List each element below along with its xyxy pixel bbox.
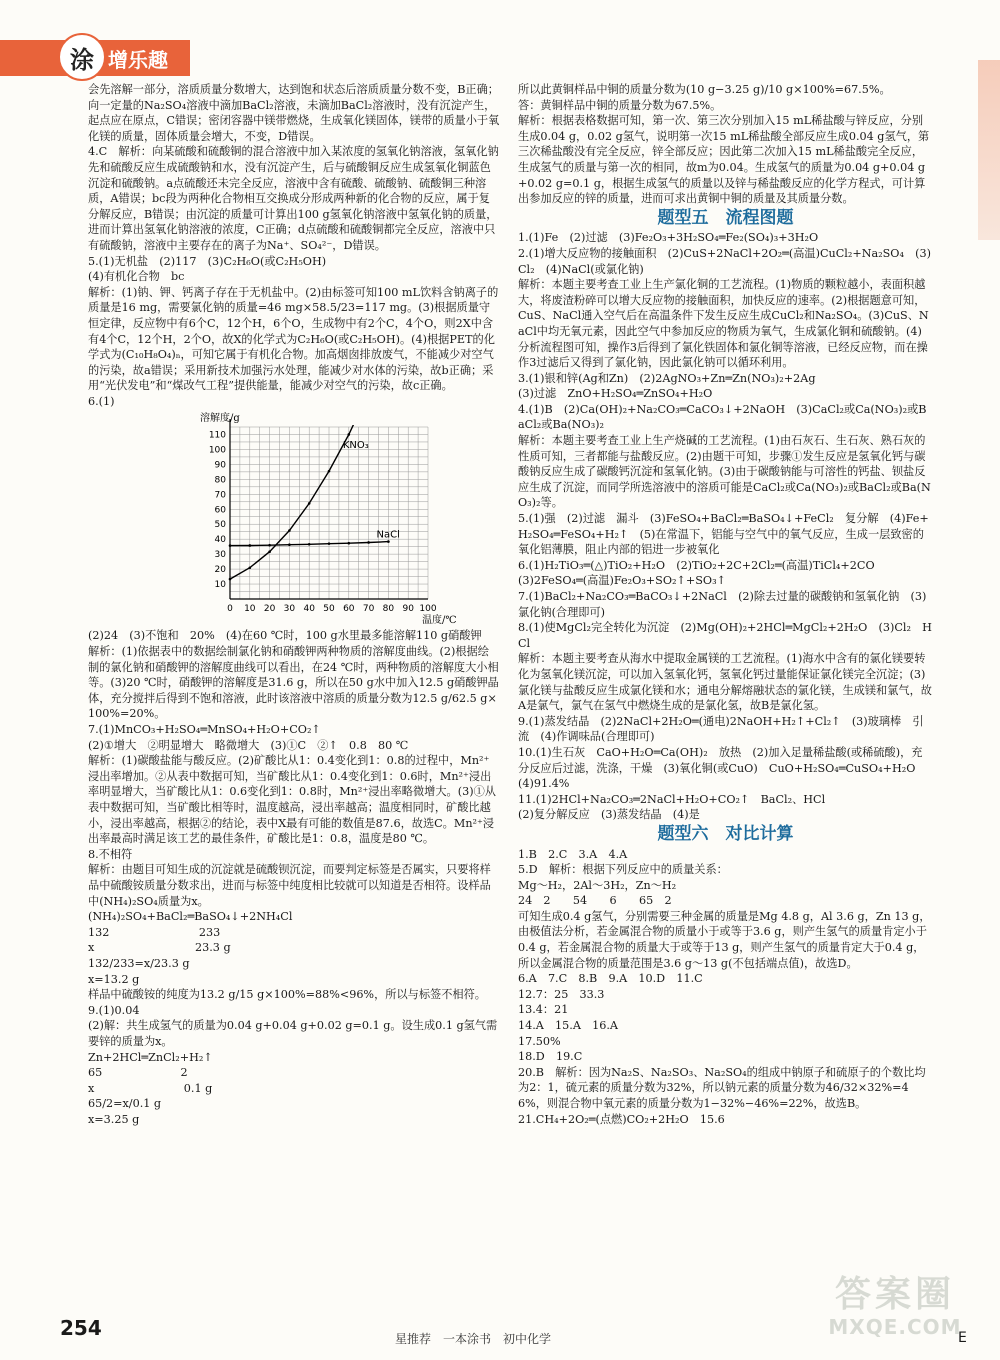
answer-paragraph: 5.(1)强 (2)过滤 漏斗 (3)FeSO₄+BaCl₂═BaSO₄↓+FeCl₂ 复分解 (4)Fe+H₂SO₄═FeSO₄+H₂↑ (5)在常温下，铝能与空气中的氧气反应，生成一层致密的氧化铝薄膜，阻止内部的铝进一步被氧化 <box>518 512 929 557</box>
logo-char: 涂 <box>70 45 94 74</box>
watermark-line1: 答案圈 <box>834 1274 955 1315</box>
x-tick-label: 10 <box>244 604 256 615</box>
data-point <box>268 551 271 554</box>
watermark-line2: MXQE.COM <box>828 1315 962 1339</box>
answer-paragraph: 所以此黄铜样品中铜的质量分数为(10 g−3.25 g)/10 g×100%=67.5%。 <box>518 83 891 96</box>
section-heading: 题型六 对比计算 <box>657 823 794 844</box>
x-tick-label: 90 <box>402 604 414 615</box>
answer-paragraph: 9.(1)蒸发结晶 (2)2NaCl+2H₂O═(通电)2NaOH+H₂↑+Cl₂↑ (3)玻璃棒 引流 (4)作调味品(合理即可) <box>518 714 924 744</box>
data-point <box>308 543 311 546</box>
y-tick-label: 100 <box>208 445 226 456</box>
y-tick-label: 70 <box>214 490 226 501</box>
answer-paragraph: 解析：(1)碳酸盐能与酸反应。(2)矿酸比从1：0.4变化到1：0.8的过程中，Mn²⁺浸出率增加。②从表中数据可知，当矿酸比从1：0.4变化到1：0.6时，Mn²⁺浸出率明显增大，当矿酸比从1：0.6变化到1：0.8时，Mn²⁺浸出率略微增大。(3)①从表中数据可知，当矿酸比相等时，温度越高，浸出率越高；温度相同时，矿酸比越小，浸出率越高，根据②的结论，表中X最有可能的数值是87.6，故选C。Mn²⁺浸出率最高时满足该工艺的最佳条件，矿酸比是1：0.8，温度是80 ℃。 <box>88 754 496 846</box>
x-tick-label: 40 <box>303 604 315 615</box>
data-point <box>249 545 252 548</box>
left-column <box>88 82 500 1127</box>
data-point <box>328 470 331 473</box>
answer-paragraph: (2)24 (3)不饱和 20% (4)在60 ℃时，100 g水里最多能溶解110 g硝酸钾 <box>88 629 482 643</box>
answer-paragraph: 解析：由题目可知生成的沉淀就是硫酸钡沉淀，而要判定标签是否属实，只要将样品中硫酸铵质量分数求出，进而与标签中纯度相比较就可以知道是否相符。设样品中(NH₄)₂SO₄质量为x。 (NH₄)₂SO₄+BaCl₂═BaSO₄↓+2NH₄Cl 132 233 x 23.3 g 132/233=x/23.3 g x=13.2 g 样品中硫酸铵的纯度为13.2 g/15 g×100%=88%<96%，所以与标签不相符。 <box>88 863 491 1002</box>
answer-paragraph: 10.(1)生石灰 CaO+H₂O═Ca(OH)₂ 放热 (2)加入足量稀盐酸(或稀硫酸)，充分反应后过滤，洗涤，干燥 (3)氧化铜(或CuO) CuO+H₂SO₄═CuSO₄+H₂O (4)91.4% <box>518 745 927 791</box>
answer-paragraph: 4.C 解析：向某硫酸和硫酸铜的混合溶液中加入某浓度的氢氧化钠溶液，氢氧化钠先和硫酸反应生成硫酸钠和水，没有沉淀产生，后与硫酸铜反应生成氢氧化铜蓝色沉淀和硫酸钠。a点硫酸还未完全反应，溶液中含有硫酸、硫酸钠、硫酸铜三种溶质，A错误；bc段为两种化合物相互交换成分形成两种新的化合物的反应，属于复分解反应，B错误；由沉淀的质量可计算出100 g氢氧化钠溶液中氢氧化钠的质量，进而计算出氢氧化钠溶液的浓度，C正确；d点硫酸和硫酸铜都完全反应，溶液中只有硫酸钠，溶液中主要存在的离子为Na⁺、SO₄²⁻，D错误。 <box>88 145 499 252</box>
data-point <box>367 542 370 545</box>
answer-paragraph: 答：黄铜样品中铜的质量分数为67.5%。 <box>518 98 722 112</box>
answer-paragraph: 21.CH₄+2O₂═(点燃)CO₂+2H₂O 15.6 <box>518 1112 725 1126</box>
answer-paragraph: 4.(1)B (2)Ca(OH)₂+Na₂CO₃═CaCO₃↓+2NaOH (3)CaCl₂或Ca(NO₃)₂或BaCl₂或Ba(NO₃)₂ <box>518 402 927 432</box>
answer-paragraph: 20.B 解析：因为Na₂S、Na₂SO₃、Na₂SO₄的组成中钠原子和硫原子的个数比均为2：1，硫元素的质量分数为32%，所以钠元素的质量分数为46/32×32%=46%，则混合物中氧元素的质量分数为1−32%−46%=22%，故选B。 <box>518 1065 926 1110</box>
watermark <box>815 1275 975 1345</box>
x-tick-label: 0 <box>227 604 233 615</box>
answer-paragraph: 6.(1)H₂TiO₃═(△)TiO₂+H₂O (2)TiO₂+2C+2Cl₂═(高温)TiCl₄+2CO (3)2FeSO₄═(高温)Fe₂O₃+SO₂↑+SO₃↑ <box>518 558 875 588</box>
y-tick-label: 80 <box>214 475 226 486</box>
answer-paragraph: 解析：本题主要考查工业上生产氯化铜的工艺流程。(1)物质的颗粒越小，表面积越大，将废渣粉碎可以增大反应物的接触面积，加快反应的速率。(2)根据题意可知，CuS、NaCl通入空气后在高温条件下发生反应生成CuCl₂和Na₂SO₄。(3)CuS、NaCl中均无氧元素，因此空气中参加反应的物质为氧气，生成氯化铜和硫酸钠。(4)分析流程图可知，操作3后得到了氯化铁固体和氯化铜等溶液，已经反应物，而在操作3过滤后又得到了氯化钠，因此氯化钠可以循环利用。 <box>518 278 929 370</box>
answer-paragraph: 8.(1)使MgCl₂完全转化为沉淀 (2)Mg(OH)₂+2HCl═MgCl₂+2H₂O (3)Cl₂ HCl <box>518 621 932 650</box>
section-heading: 题型五 流程图题 <box>657 207 794 228</box>
y-tick-label: 30 <box>214 550 226 561</box>
x-tick-label: 50 <box>323 604 335 615</box>
answer-paragraph: 解析：本题主要考查工业上生产烧碱的工艺流程。(1)由石灰石、生石灰、熟石灰的性质可知，三者都能与盐酸反应。(2)由题干可知，步骤①发生反应是氢氧化钙与碳酸钠反应生成了碳酸钙沉淀和氢氧化钠。(3)由于碳酸钠能与可溶性的钙盐、钡盐反应生成了沉淀，而同学所选溶液中的溶质可能是CaCl₂或Ca(NO₃)₂或BaCl₂或Ba(NO₃)₂等。 <box>518 434 931 510</box>
solubility-chart <box>198 411 458 626</box>
answer-paragraph: 11.(1)2HCl+Na₂CO₃═2NaCl+H₂O+CO₂↑ BaCl₂、HCl (2)复分解反应 (3)蒸发结晶 (4)是 <box>518 792 826 822</box>
chart-svg <box>198 411 458 626</box>
page-edge-strip <box>978 60 1000 240</box>
x-tick-label: 100 <box>419 604 437 615</box>
answer-paragraph: 会先溶解一部分，溶质质量分数增大，达到饱和状态后溶质质量分数不变，B正确；向一定量的Na₂SO₄溶液中滴加BaCl₂溶液，未滴加BaCl₂溶液时，没有沉淀产生，起点应在原点，C错误；密闭容器中镁带燃烧，生成氧化镁固体，镁带的质量小于氧化镁的质量，固体质量会增大，不变，D错误。 <box>88 83 500 143</box>
y-tick-label: 90 <box>214 460 226 471</box>
answer-paragraph: 8.不相符 <box>88 847 133 861</box>
answer-paragraph: 9.(1)0.04 <box>88 1003 140 1017</box>
x-tick-label: 80 <box>382 604 395 615</box>
x-tick-label: 20 <box>263 604 276 615</box>
answer-paragraph: 解析：(1)钠、钾、钙离子存在于无机盐中。(2)由标签可知100 mL饮料含钠离子的质量是16 mg，需要氯化钠的质量=46 mg×58.5/23=117 mg。(3)根据质量守恒定律，反应物中有6个C，12个H，6个O，生成物中有2个C，4个O，则2X中含有4个C，12个H，2个O，故X的化学式为C₂H₆O(或C₂H₅OH)。(4)根据PET的化学式为(C₁₀H₈O₄)ₙ，可知它属于有机化合物。加高烟囱排放废气，不能减少对空气的污染，故a错误；采用新技术加强污水处理，能减少对水体的污染，故b正确；采用“光伏发电”和“煤改气工程”提供能量，能减少对空气的污染，故c正确。 <box>88 285 499 393</box>
data-point <box>308 503 311 506</box>
data-point <box>268 544 271 547</box>
answer-paragraph: 17.50% <box>518 1034 561 1048</box>
data-point <box>249 567 252 570</box>
series-label-kno3: KNO₃ <box>342 440 369 452</box>
data-point <box>328 543 331 546</box>
y-tick-label: 10 <box>214 580 226 591</box>
data-point <box>229 578 232 581</box>
y-axis-label: 溶解度/g <box>200 413 240 425</box>
y-tick-label: 110 <box>208 430 226 441</box>
y-tick-label: 20 <box>214 565 226 576</box>
answer-paragraph: 18.D 19.C <box>518 1050 583 1064</box>
data-point <box>348 434 351 437</box>
logo-badge <box>58 33 106 81</box>
x-tick-label: 70 <box>362 604 375 615</box>
y-tick-label: 60 <box>214 505 226 516</box>
answer-paragraph: 5.(1)无机盐 (2)117 (3)C₂H₆O(或C₂H₅OH) (4)有机化合物 bc <box>88 254 327 284</box>
answer-paragraph: 7.(1)BaCl₂+Na₂CO₃═BaCO₃↓+2NaCl (2)除去过量的碳酸钠和氢氧化钠 (3)氯化钠(合理即可) <box>518 590 927 619</box>
x-tick-label: 60 <box>343 604 355 615</box>
corner-mark: E <box>958 1330 967 1346</box>
answer-paragraph: 1.B 2.C 3.A 4.A <box>518 847 628 861</box>
answer-paragraph: 5.D 解析：根据下列反应中的质量关系： Mg～H₂，2Al～3H₂，Zn～H₂ 24 2 54 6 65 2 可知生成0.4 g氢气，分别需要三种金属的质量是Mg 4.8 g，Al 3.6 g，Zn 13 g，由极值法分析，若金属混合物的质量小于或等于3.6 g，则产生氢气的质量肯定小于0.4 g，若金属混合物的质量大于或等于13 g，则产生氢气的质量肯定大于0.4 g，所以金属混合物的质量范围是3.6 g～13 g(不包括端点值)，故选D。 <box>518 863 931 970</box>
answer-paragraph: 12.7：25 33.3 <box>518 987 605 1001</box>
answer-paragraph: 6.A 7.C 8.B 9.A 10.D 11.C <box>518 972 703 986</box>
answer-paragraph: 14.A 15.A 16.A <box>518 1019 618 1033</box>
answer-paragraph: 1.(1)Fe (2)过滤 (3)Fe₂O₃+3H₂SO₄═Fe₂(SO₄)₃+3H₂O <box>518 231 819 245</box>
right-column <box>518 82 933 1127</box>
answer-paragraph: 解析：根据表格数据可知，第一次、第三次分别加入15 mL稀盐酸与锌反应，分别生成0.04 g，0.02 g氢气，说明第一次15 mL稀盐酸全部反应生成0.04 g氢气，第三次稀盐酸没有完全反应，锌全部反应；因此第二次加入15 mL稀盐酸完全反应，生成氢气的质量与第一次的相同，故m为0.04。生成氢气的质量为0.04 g+0.04 g+0.02 g=0.1 g，根据生成氢气的质量以及锌与稀盐酸反应的化学方程式，可计算出参加反应的锌的质量，进而可求出黄铜中铜的质量及其质量分数。 <box>518 114 930 206</box>
answer-paragraph: 6.(1) <box>88 394 115 408</box>
answer-paragraph: (2)解：共生成氢气的质量为0.04 g+0.04 g+0.02 g=0.1 g。设生成0.1 g氢气需要锌的质量为x。 Zn+2HCl═ZnCl₂+H₂↑ 65 2 x 0.1 g 65/2=x/0.1 g x=3.25 g <box>88 1019 498 1126</box>
answer-paragraph: 3.(1)银和锌(Ag和Zn) (2)2AgNO₃+Zn═Zn(NO₃)₂+2Ag (3)过滤 ZnO+H₂SO₄═ZnSO₄+H₂O <box>518 371 816 401</box>
answer-paragraph: 2.(1)增大反应物的接触面积 (2)CuS+2NaCl+2O₂═(高温)CuCl₂+Na₂SO₄ (3)Cl₂ (4)NaCl(或氯化钠) <box>518 246 931 276</box>
answer-paragraph: 解析：(1)依据表中的数据绘制氯化钠和硝酸钾两种物质的溶解度曲线。(2)根据绘制的氯化钠和硝酸钾的溶解度曲线可以看出，在24 ℃时，两种物质的溶解度大小相等。(3)20 ℃时，硝酸钾的溶解度是31.6 g，所以在50 g水中加入12.5 g硝酸钾晶体，充分搅拌后得到不饱和溶液，此时该溶液中溶质的质量分数为12.5 g/62.5 g×100%=20%。 <box>88 645 499 721</box>
data-point <box>229 545 232 548</box>
answer-paragraph: 13.4：21 <box>518 1003 569 1017</box>
y-tick-label: 40 <box>214 535 226 546</box>
data-point <box>288 544 291 547</box>
data-point <box>288 530 291 533</box>
x-tick-label: 30 <box>283 604 296 615</box>
footer-text: 星推荐 一本涂书 初中化学 <box>395 1332 552 1346</box>
data-point <box>348 542 351 545</box>
header-title: 增乐趣 <box>108 48 168 72</box>
answer-paragraph: 解析：本题主要考查从海水中提取金属镁的工艺流程。(1)海水中含有的氯化镁要转化为氢氧化镁沉淀，可以加入氢氧化钙，氢氧化钙过量能保证氯化镁完全沉淀；(3)氯化镁与盐酸反应生成氯化镁和水；通电分解熔融状态的氯化镁，生成镁和氯气，故A是氯气，氯气在氢气中燃烧生成的是氯化氢，故B是氯化氢。 <box>518 652 932 713</box>
answer-paragraph: 7.(1)MnCO₃+H₂SO₄═MnSO₄+H₂O+CO₂↑ (2)①增大 ②明显增大 略微增大 (3)①C ②↑ 0.8 80 ℃ <box>88 723 409 752</box>
y-tick-label: 50 <box>214 520 226 531</box>
page-number: 254 <box>60 1316 102 1340</box>
x-axis-label: 温度/℃ <box>422 615 457 627</box>
series-label-nacl: NaCl <box>376 530 400 542</box>
